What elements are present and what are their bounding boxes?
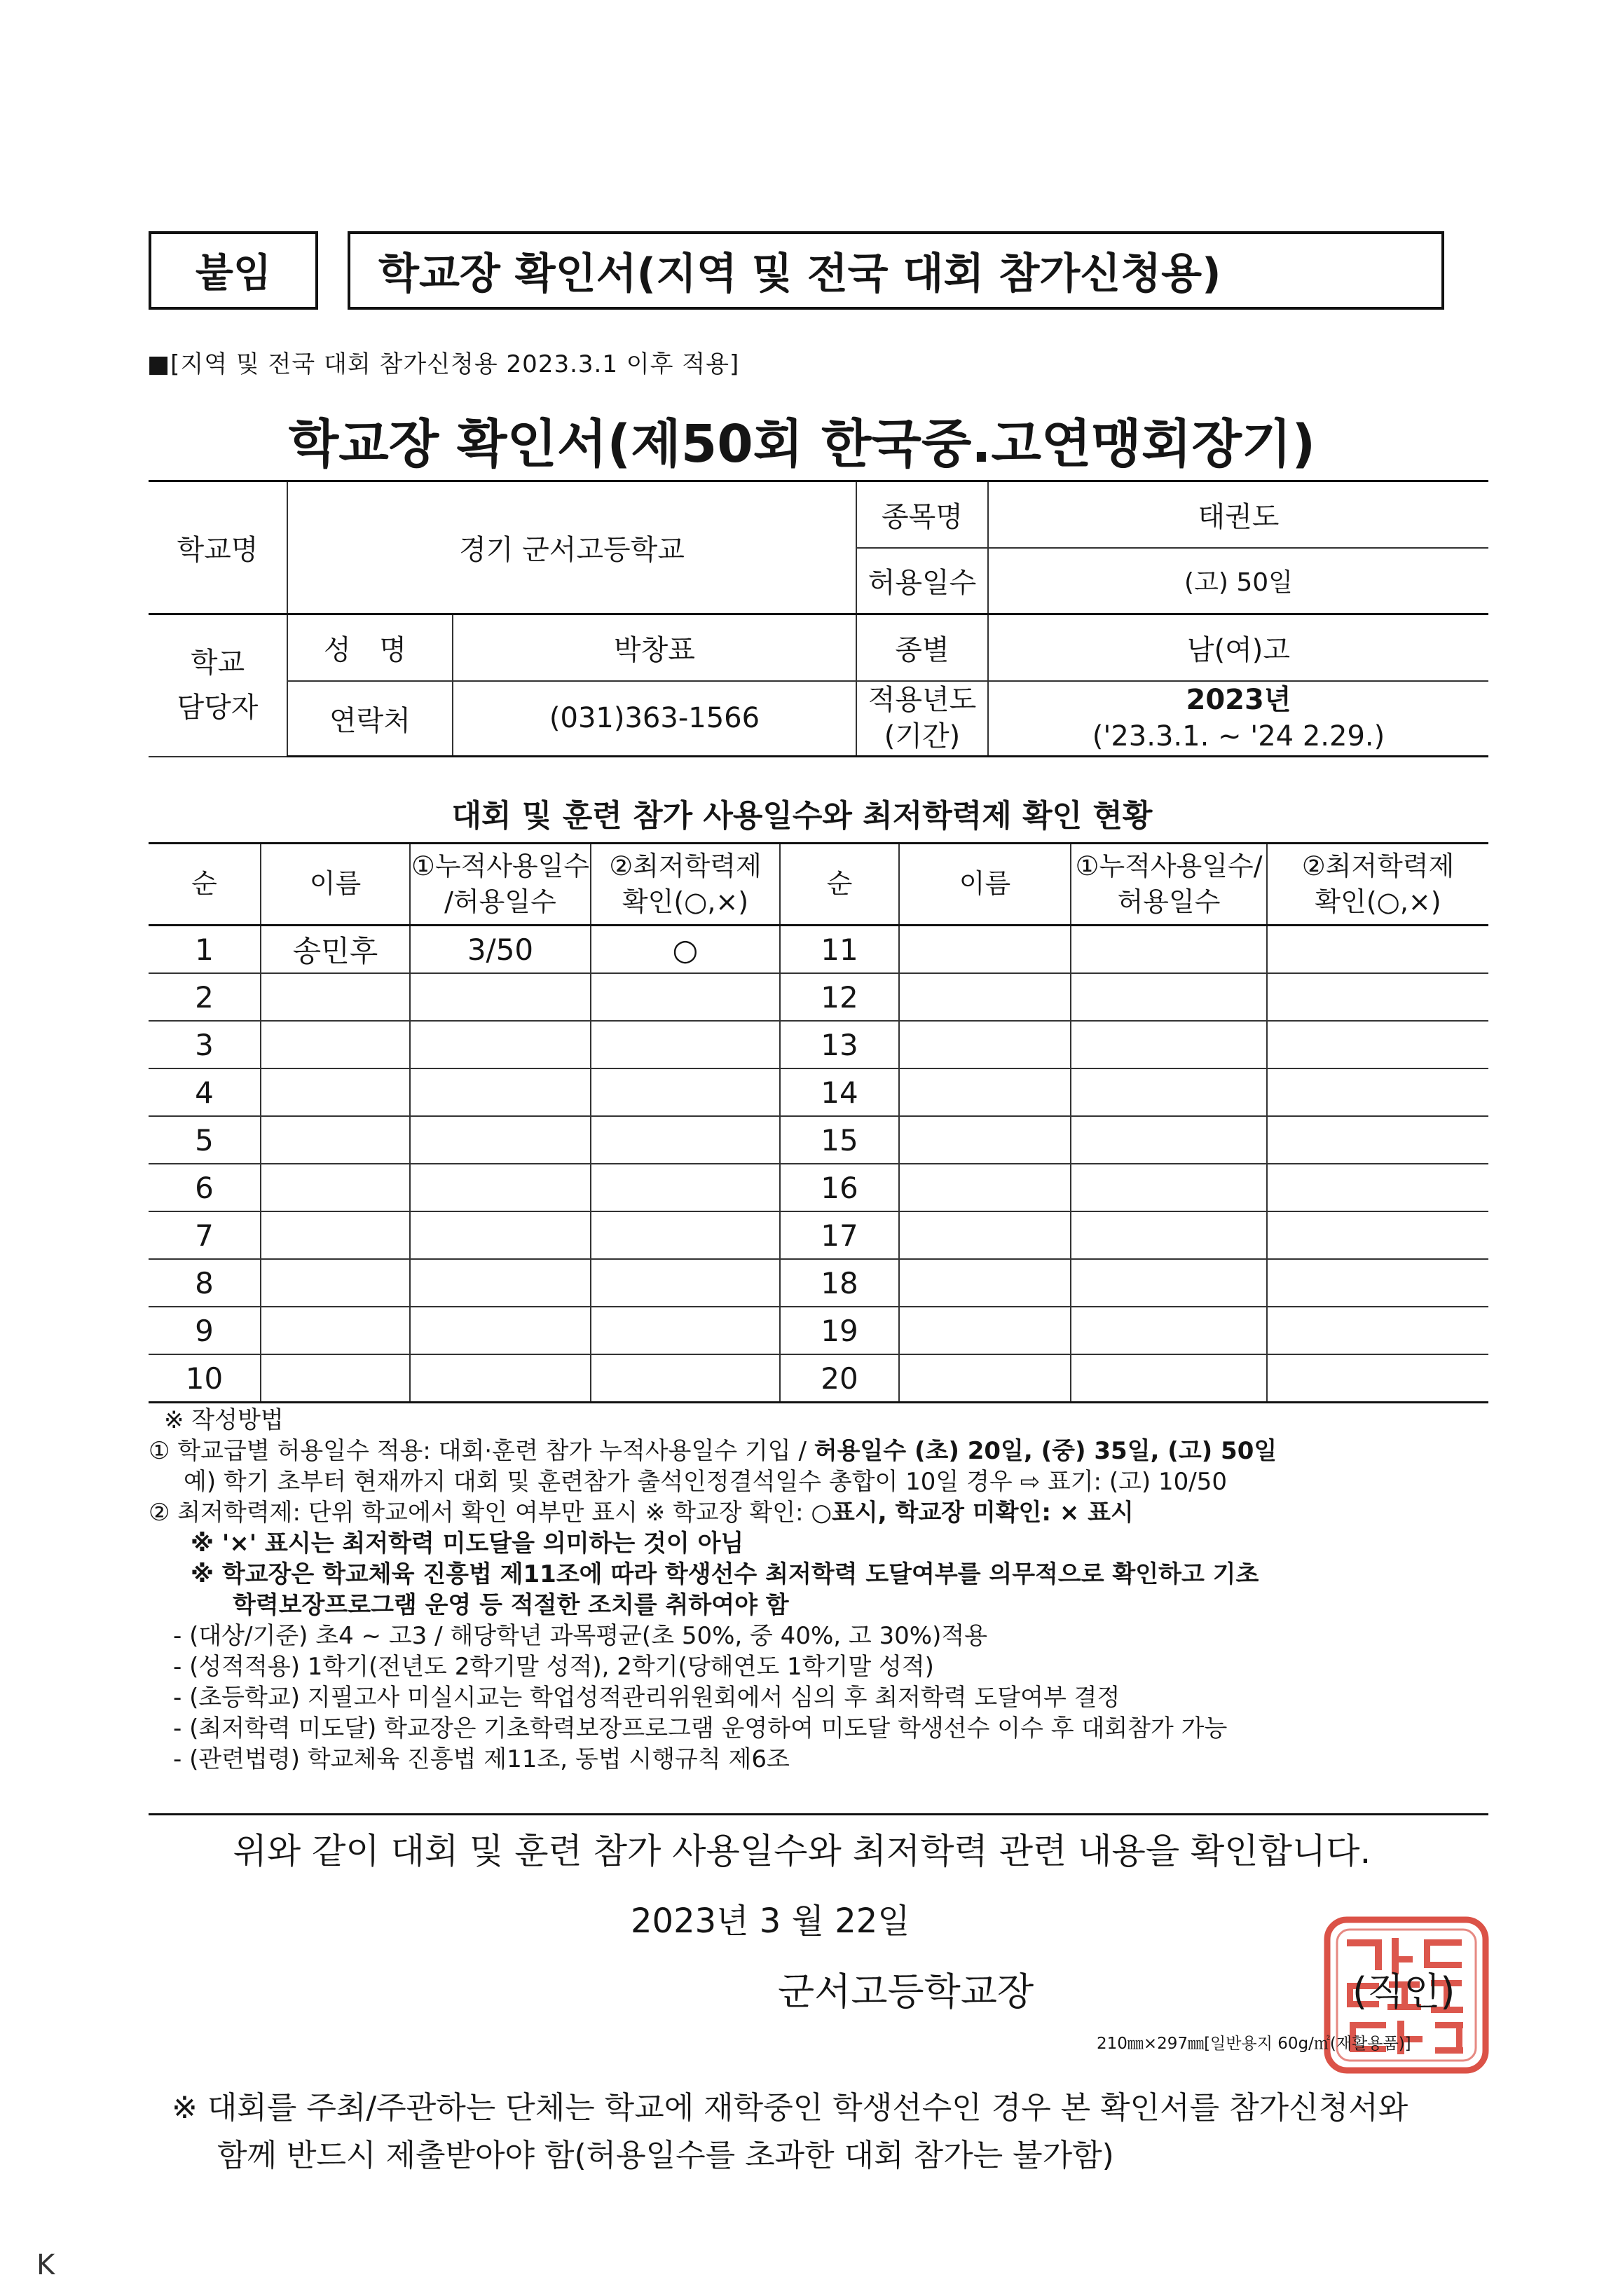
note-allowed-days: [149, 1436, 1480, 1466]
row-check-right: [1267, 1307, 1488, 1354]
row-name-left: [261, 1068, 410, 1116]
row-name-right: [899, 926, 1071, 974]
row-days-left: [410, 1307, 591, 1354]
row-no-left: 6: [149, 1164, 261, 1211]
school-info-table: [149, 480, 1488, 757]
table-row: [149, 1116, 1488, 1164]
row-name-left: [261, 1307, 410, 1354]
row-name-right: [899, 1259, 1071, 1307]
row-name-right: [899, 1211, 1071, 1259]
row-days-left: [410, 1259, 591, 1307]
row-check-left: ○: [591, 926, 780, 974]
header-no-right: 순: [780, 844, 899, 926]
row-check-left: [591, 973, 780, 1021]
row-days-left: [410, 1164, 591, 1211]
header-cum-line1: ①누적사용일수: [411, 850, 590, 881]
issue-date: 2023년 3 월 22일: [631, 1902, 910, 1941]
row-name-left: [261, 1354, 410, 1403]
instructions: [149, 1405, 1480, 1775]
row-check-left: [591, 1164, 780, 1211]
attachment-label: 붙임: [149, 231, 318, 310]
note-target: - (대상/기준) 초4 ~ 고3 / 해당학년 과목평균(초 50%, 중 40%, 고 30%)적용: [173, 1622, 988, 1650]
note-min-academic-bold: ○표시, 학교장 미확인: × 표시: [811, 1499, 1134, 1527]
row-days-right: [1071, 926, 1267, 974]
row-check-right: [1267, 973, 1488, 1021]
row-name-left: 송민후: [261, 926, 410, 974]
year-label-line2: (기간): [884, 720, 961, 753]
divider: [149, 1813, 1488, 1815]
seal-label: (직인): [1352, 1970, 1455, 2014]
row-name-right: [899, 1307, 1071, 1354]
row-name-left: [261, 1164, 410, 1211]
row-check-right: [1267, 1164, 1488, 1211]
note-min-academic: [149, 1497, 1480, 1528]
contact-label-line1: 학교: [190, 647, 245, 680]
row-check-left: [591, 1116, 780, 1164]
header-no-left: 순: [149, 844, 261, 926]
table-row: [149, 1164, 1488, 1211]
note-elementary: - (초등학교) 지필고사 미실시교는 학업성적관리위원회에서 심의 후 최저학력 도달여부 결정: [173, 1684, 1120, 1712]
note-min-academic-text: ② 최저학력제: 단위 학교에서 확인 여부만 표시 ※ 학교장 확인:: [149, 1499, 811, 1527]
category-value: 남(여)고: [988, 614, 1488, 681]
row-check-right: [1267, 1021, 1488, 1068]
row-no-left: 8: [149, 1259, 261, 1307]
row-no-right: 12: [780, 973, 899, 1021]
row-days-right: [1071, 973, 1267, 1021]
header-min-r-line2: 확인(○,×): [1315, 886, 1441, 917]
school-name-label: 학교명: [149, 481, 287, 614]
row-no-right: 20: [780, 1354, 899, 1403]
corner-mark: K: [36, 2249, 55, 2281]
header-cum-days-left: [410, 844, 591, 926]
row-name-right: [899, 1068, 1071, 1116]
note-related-law: - (관련법령) 학교체육 진흥법 제11조, 동법 시행규칙 제6조: [173, 1745, 790, 1773]
row-no-right: 15: [780, 1116, 899, 1164]
header-name-right: 이름: [899, 844, 1071, 926]
row-name-right: [899, 1354, 1071, 1403]
note-x-meaning: ※ '×' 표시는 최저학력 미도달을 의미하는 것이 아님: [191, 1529, 744, 1558]
row-no-right: 17: [780, 1211, 899, 1259]
year-value: [988, 681, 1488, 757]
table-row: [149, 1259, 1488, 1307]
row-check-left: [591, 1307, 780, 1354]
row-days-left: [410, 973, 591, 1021]
row-days-right: [1071, 1116, 1267, 1164]
page-title: 학교장 확인서(제50회 한국중.고연맹회장기): [288, 414, 1316, 474]
allowed-days-label: 허용일수: [856, 548, 988, 614]
row-days-right: [1071, 1354, 1267, 1403]
name-value: 박창표: [453, 614, 856, 681]
year-label: [856, 681, 988, 757]
phone-label: 연락처: [287, 681, 453, 757]
row-no-left: 5: [149, 1116, 261, 1164]
row-no-right: 16: [780, 1164, 899, 1211]
header-min-check-left: [591, 844, 780, 926]
sport-value: 태권도: [988, 481, 1488, 548]
row-check-left: [591, 1259, 780, 1307]
row-days-right: [1071, 1164, 1267, 1211]
row-check-right: [1267, 1068, 1488, 1116]
contact-person-label: [149, 614, 287, 757]
note-example: 예) 학기 초부터 현재까지 대회 및 훈련참가 출석인정결석일수 총합이 10일 경우 ⇨ 표기: (고) 10/50: [184, 1468, 1227, 1496]
header-min-line1: ②최저학력제: [609, 850, 762, 881]
row-check-left: [591, 1354, 780, 1403]
row-days-right: [1071, 1021, 1267, 1068]
row-name-right: [899, 973, 1071, 1021]
table-row: [149, 973, 1488, 1021]
header-cum-r-line2: 허용일수: [1117, 886, 1221, 917]
row-check-left: [591, 1211, 780, 1259]
table-row: [149, 1354, 1488, 1403]
row-no-left: 9: [149, 1307, 261, 1354]
row-days-right: [1071, 1307, 1267, 1354]
header-cum-line2: /허용일수: [444, 886, 556, 917]
row-days-right: [1071, 1211, 1267, 1259]
table-row: [149, 1068, 1488, 1116]
sport-label: 종목명: [856, 481, 988, 548]
row-name-right: [899, 1164, 1071, 1211]
header-name-left: 이름: [261, 844, 410, 926]
row-check-right: [1267, 1211, 1488, 1259]
header-cum-r-line1: ①누적사용일수/: [1075, 850, 1263, 881]
row-no-left: 3: [149, 1021, 261, 1068]
note-principal-duty: ※ 학교장은 학교체육 진흥법 제11조에 따라 학생선수 최저학력 도달여부를 의무적으로 확인하고 기초: [191, 1560, 1259, 1588]
allowed-days-value: (고) 50일: [988, 548, 1488, 614]
school-name-value: 경기 군서고등학교: [287, 481, 856, 614]
row-no-left: 1: [149, 926, 261, 974]
table-row: [149, 926, 1488, 974]
row-days-left: [410, 1021, 591, 1068]
year-value-year: 2023년: [1186, 684, 1291, 717]
row-no-right: 19: [780, 1307, 899, 1354]
note-principal-duty-cont: 학력보장프로그램 운영 등 적절한 조치를 취하여야 함: [233, 1591, 789, 1619]
row-no-right: 18: [780, 1259, 899, 1307]
row-no-right: 11: [780, 926, 899, 974]
row-days-right: [1071, 1068, 1267, 1116]
row-days-right: [1071, 1259, 1267, 1307]
principal-title: 군서고등학교장: [778, 1970, 1034, 2014]
row-name-left: [261, 1211, 410, 1259]
row-name-right: [899, 1116, 1071, 1164]
row-no-left: 10: [149, 1354, 261, 1403]
phone-value: (031)363-1566: [453, 681, 856, 757]
row-name-left: [261, 973, 410, 1021]
row-days-left: [410, 1068, 591, 1116]
row-days-left: [410, 1354, 591, 1403]
row-name-left: [261, 1116, 410, 1164]
row-days-left: [410, 1116, 591, 1164]
header-min-check-right: [1267, 844, 1488, 926]
row-check-right: [1267, 926, 1488, 974]
row-check-right: [1267, 1116, 1488, 1164]
row-no-right: 14: [780, 1068, 899, 1116]
table-row: [149, 1021, 1488, 1068]
submission-note: [172, 2084, 1503, 2180]
year-value-period: ('23.3.1. ~ '24 2.29.): [1092, 720, 1385, 753]
note-not-reached: - (최저학력 미도달) 학교장은 기초학력보장프로그램 운영하여 미도달 학생선수 이수 후 대회참가 가능: [173, 1714, 1228, 1742]
row-days-left: 3/50: [410, 926, 591, 974]
table-row: [149, 1307, 1488, 1354]
header-min-line2: 확인(○,×): [622, 886, 749, 917]
student-status-table: [149, 842, 1488, 1403]
paper-spec: 210㎜×297㎜[일반용지 60g/㎡(재활용품)]: [1097, 2035, 1411, 2053]
name-label: 성 명: [287, 614, 453, 681]
notes-heading: ※ 작성방법: [164, 1406, 284, 1434]
submission-note-line1: ※ 대회를 주최/주관하는 단체는 학교에 재학중인 학생선수인 경우 본 확인서를 참가신청서와: [172, 2090, 1408, 2126]
row-name-right: [899, 1021, 1071, 1068]
header-title-box: 학교장 확인서(지역 및 전국 대회 참가신청용): [348, 231, 1444, 310]
note-allowed-days-text: ① 학교급별 허용일수 적용: 대회·훈련 참가 누적사용일수 기입 /: [149, 1437, 814, 1465]
confirmation-statement: 위와 같이 대회 및 훈련 참가 사용일수와 최저학력 관련 내용을 확인합니다.: [233, 1831, 1371, 1871]
student-rows: [149, 926, 1488, 1403]
row-days-left: [410, 1211, 591, 1259]
row-check-left: [591, 1021, 780, 1068]
row-name-left: [261, 1021, 410, 1068]
section-title: 대회 및 훈련 참가 사용일수와 최저학력제 확인 현황: [451, 798, 1153, 834]
header-cum-days-right: [1071, 844, 1267, 926]
row-no-left: 7: [149, 1211, 261, 1259]
applicability-note: ■[지역 및 전국 대회 참가신청용 2023.3.1 이후 적용]: [147, 350, 740, 378]
row-no-left: 4: [149, 1068, 261, 1116]
row-check-right: [1267, 1354, 1488, 1403]
submission-note-line2: 함께 반드시 제출받아야 함(허용일수를 초과한 대회 참가는 불가함): [217, 2138, 1114, 2173]
note-allowed-days-bold: 허용일수 (초) 20일, (중) 35일, (고) 50일: [814, 1437, 1277, 1465]
contact-label-line2: 담당자: [177, 692, 259, 724]
row-no-right: 13: [780, 1021, 899, 1068]
row-check-left: [591, 1068, 780, 1116]
row-no-left: 2: [149, 973, 261, 1021]
year-label-line1: 적용년도: [868, 684, 977, 717]
note-grade-apply: - (성적적용) 1학기(전년도 2학기말 성적), 2학기(당해연도 1학기말 성적): [173, 1653, 934, 1681]
row-check-right: [1267, 1259, 1488, 1307]
header-min-r-line1: ②최저학력제: [1301, 850, 1455, 881]
category-label: 종별: [856, 614, 988, 681]
table-row: [149, 1211, 1488, 1259]
row-name-left: [261, 1259, 410, 1307]
